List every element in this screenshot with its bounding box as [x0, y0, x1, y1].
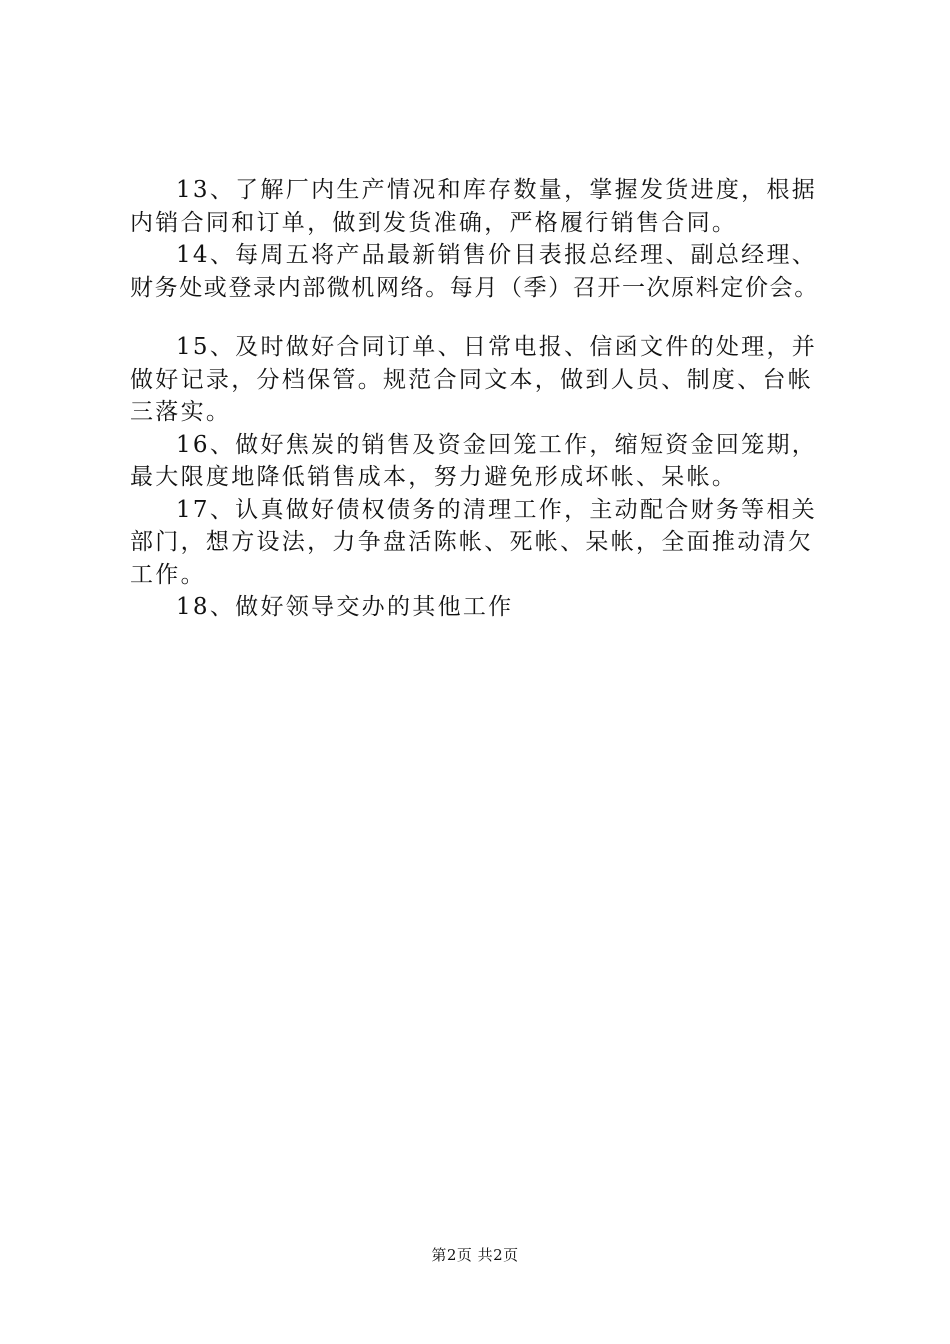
page-number-footer: 第2页 共2页 — [431, 1246, 519, 1264]
item-18-line-1: 18、做好领导交办的其他工作 — [176, 594, 514, 620]
item-16-line-1: 16、做好焦炭的销售及资金回笼工作，缩短资金回笼期， — [176, 431, 818, 458]
document-body — [130, 174, 850, 624]
item-14-line-1: 14、每周五将产品最新销售价目表报总经理、副总经理、 — [176, 242, 818, 268]
item-16-line-2: 最大限度地降低销售成本，努力避免形成坏帐、呆帐。 — [130, 464, 738, 490]
item-15-line-2: 做好记录，分档保管。规范合同文本，做到人员、制度、台帐 — [130, 366, 814, 393]
item-14-line-2: 财务处或登录内部微机网络。每月（季）召开一次原料定价会。 — [130, 274, 819, 301]
item-17-line-2: 部门，想方设法，力争盘活陈帐、死帐、呆帐，全面推动清欠 — [130, 529, 814, 555]
item-17-line-1: 17、认真做好债权债务的清理工作，主动配合财务等相关 — [176, 496, 818, 523]
item-15-line-1: 15、及时做好合同订单、日常电报、信函文件的处理，并 — [176, 334, 818, 360]
item-15-line-3: 三落实。 — [130, 399, 232, 425]
paragraph-gap — [130, 304, 850, 331]
item-13-line-1: 13、了解厂内生产情况和库存数量，掌握发货进度，根据 — [176, 177, 818, 203]
item-17-line-3: 工作。 — [130, 561, 206, 588]
item-13-line-2: 内销合同和订单，做到发货准确，严格履行销售合同。 — [130, 209, 738, 236]
